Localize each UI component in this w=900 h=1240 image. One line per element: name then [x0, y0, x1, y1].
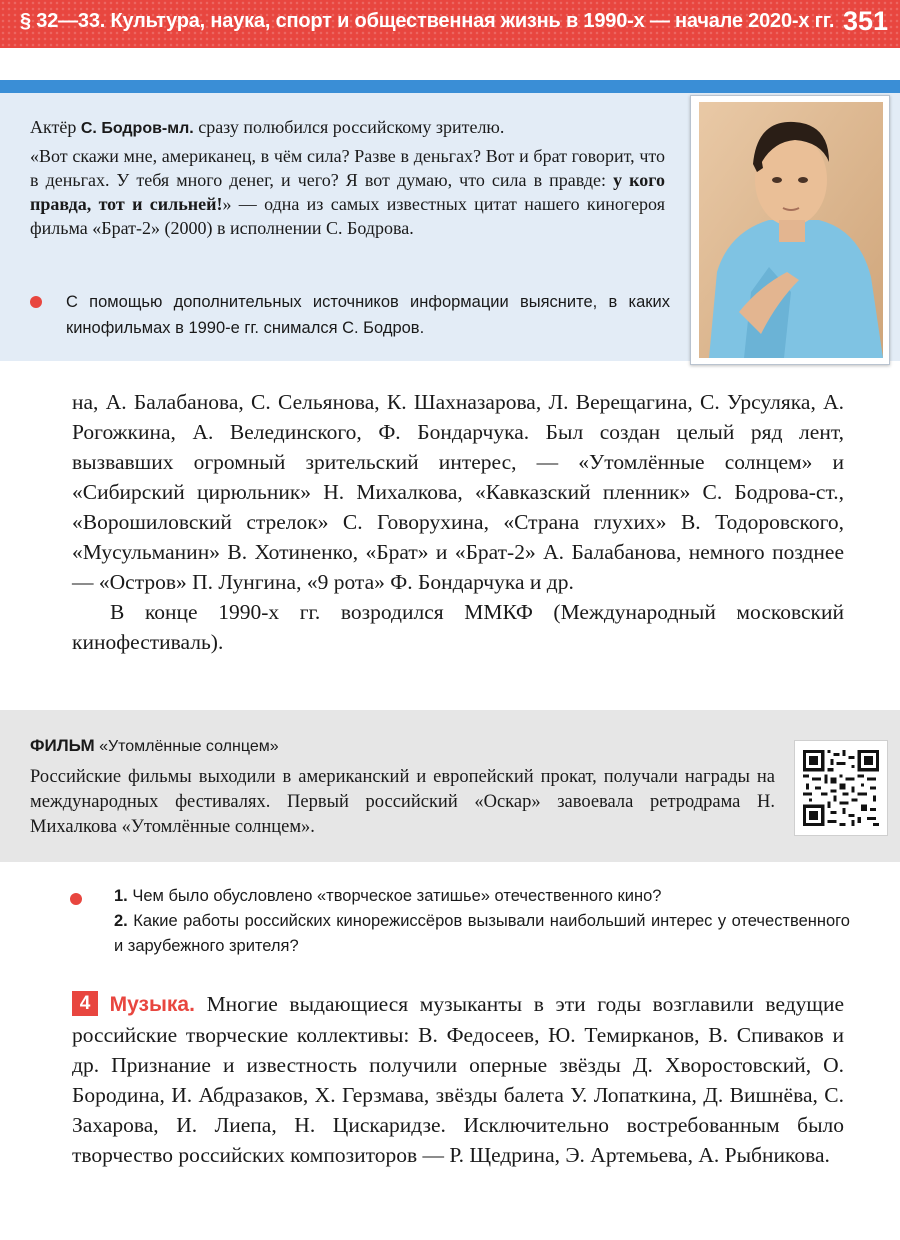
- question-number: 2.: [114, 912, 128, 930]
- review-questions: [70, 884, 850, 959]
- question-number: 1.: [114, 887, 128, 905]
- music-heading: Музыка.: [109, 993, 195, 1016]
- research-task-text: С помощью дополнительных источников информации выясните, в каких кинофильмах в 1990-е гг. снимался С. Бодров.: [66, 293, 670, 337]
- question-list: [114, 884, 850, 959]
- page-number: 351: [842, 6, 888, 36]
- question-item: [114, 884, 850, 909]
- actor-name: С. Бодров-мл.: [80, 120, 194, 137]
- page-header: [0, 0, 900, 48]
- film-name: «Утомлённые солнцем»: [94, 738, 279, 755]
- cinema-paragraph: на, А. Балабанова, С. Сельянова, К. Шахназарова, Л. Верещагина, С. Урсуляка, А. Рогожкина, А. Велединского, Ф. Бондарчука. Был создан целый ряд лент, вызвавших огромный зрительский интерес, — «Утомлённые солнцем» и «Сибирский цирюльник» Н. Михалкова, «Кавказский пленник» С. Бодрова-ст., «Ворошиловский стрелок» С. Говорухина, «Страна глухих» В. Тодоровского, «Мусульманин» В. Хотиненко, «Брат» и «Брат-2» А. Балабанова, немного позднее — «Остров» П. Лунгина, «9 рота» Ф. Бондарчука и др.: [72, 390, 844, 594]
- cinema-main-text: [72, 387, 844, 657]
- info-box-top-bar: [0, 80, 900, 93]
- actor-quote: [30, 144, 665, 240]
- film-box-title: [30, 736, 279, 756]
- question-text: Чем было обусловлено «творческое затишье» отечественного кино?: [127, 887, 662, 905]
- film-box-text: Российские фильмы выходили в американский и европейский прокат, получали награды на международных фестивалях. Первый российский «Оскар» завоевала ретродрама Н. Михалкова «Утомлённые солнцем».: [30, 767, 775, 837]
- film-label: ФИЛЬМ: [30, 736, 95, 755]
- bullet-dot-icon: [70, 893, 82, 905]
- chapter-title: § 32—33. Культура, наука, спорт и общественная жизнь в 1990-х — начале 2020-х гг.: [20, 10, 835, 32]
- actor-photo: [699, 102, 883, 358]
- section-number-badge: 4: [72, 991, 98, 1016]
- actor-info-text: [30, 115, 665, 240]
- intro-suffix: сразу полюбился российскому зрителю.: [193, 117, 505, 137]
- film-info-box: [0, 710, 900, 862]
- qr-code-frame[interactable]: [794, 740, 888, 836]
- actor-photo-frame: [690, 95, 890, 365]
- question-item: [114, 909, 850, 959]
- qr-code-icon[interactable]: [803, 749, 879, 827]
- mmkf-paragraph: В конце 1990-х гг. возродился ММКФ (Международный московский кинофестиваль).: [72, 600, 844, 654]
- question-text: Какие работы российских кинорежиссёров вызывали наибольший интерес у отечественного и зарубежного зрителя?: [114, 912, 850, 955]
- research-task: [30, 289, 670, 341]
- quote-bold: у кого правда, тот и сильней!: [30, 170, 666, 214]
- music-paragraph: [72, 989, 844, 1170]
- bullet-dot-icon: [30, 296, 42, 308]
- quote-end: » — одна из самых известных цитат нашего киногероя фильма «Брат-2» (2000) в исполнении С. Бодрова.: [30, 194, 665, 238]
- quote-start: «Вот скажи мне, американец, в чём сила? Разве в деньгах? Вот и брат говорит, что в деньгах. У тебя много денег, и чего? Я вот думаю, что сила в правде:: [30, 146, 665, 190]
- music-section: [72, 989, 844, 1170]
- music-text: Многие выдающиеся музыканты в эти годы возглавили ведущие российские творческие коллективы: В. Федосеев, Ю. Темирканов, В. Спиваков и др. Признание и известность получили оперные звёзды Д. Хворостовский, О. Бородина, И. Абдразаков, Х. Герзмава, звёзды балета У. Лопаткина, Д. Вишнёва, С. Захарова, И. Лиепа, Н. Цискаридзе. Исключительно востребованным было творчество российских композиторов — Р. Щедрина, Э. Артемьева, А. Рыбникова.: [72, 992, 845, 1167]
- intro-prefix: Актёр: [30, 117, 81, 137]
- actor-intro: [30, 115, 665, 141]
